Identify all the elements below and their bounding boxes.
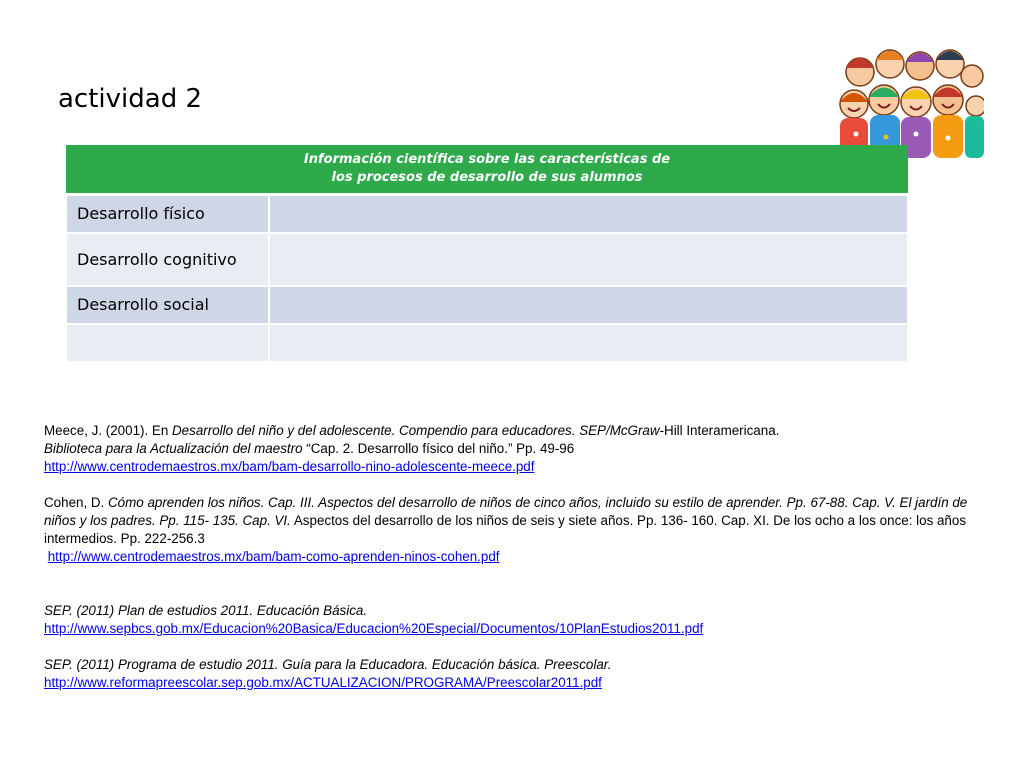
table-row	[66, 324, 908, 362]
row-label-cognitive: Desarrollo cognitivo	[66, 233, 269, 286]
ref-sep-plan-link[interactable]: http://www.sepbcs.gob.mx/Educacion%20Basica/Educacion%20Especial/Documentos/10PlanEstudios2011.pdf	[44, 621, 704, 636]
ref-meece-link[interactable]: http://www.centrodemaestros.mx/bam/bam-desarrollo-nino-adolescente-meece.pdf	[44, 459, 535, 474]
table-header-line1: Información científica sobre las características de	[303, 152, 671, 167]
ref-sep-programa-link[interactable]: http://www.reformapreescolar.sep.gob.mx/ACTUALIZACION/PROGRAMA/Preescolar2011.pdf	[44, 675, 602, 690]
ref-sep-programa-text: SEP. (2011) Programa de estudio 2011. Guía para la Educadora. Educación básica. Preescolar.	[44, 657, 612, 672]
row-label-physical: Desarrollo físico	[66, 195, 269, 233]
reference-sep-programa	[44, 656, 974, 692]
ref-cohen-author: Cohen, D.	[44, 495, 109, 510]
ref-cohen-part2: Aspectos del desarrollo de los niños de seis y siete años. Pp. 136- 160. Cap. XI. De los ocho a los once: los años intermedios. Pp. 222-256.3	[44, 513, 967, 546]
ref-cohen-part1: Cómo aprenden los niños. Cap. III. Aspectos del desarrollo de niños de cinco años, incluido su estilo de aprender. Pp. 67-88. Cap. V. El jardín de niños y los padres. Pp. 115- 135. Cap. VI.	[44, 495, 968, 528]
row-value-social	[269, 286, 908, 324]
slide-title: actividad 2	[58, 84, 203, 114]
ref-sep-plan-text: SEP. (2011) Plan de estudios 2011. Educación Básica.	[44, 603, 368, 618]
ref-meece-author: Meece, J. (2001). En	[44, 423, 173, 438]
reference-sep-plan	[44, 602, 974, 638]
references	[44, 422, 974, 692]
ref-meece-series: Biblioteca para la Actualización del maestro	[44, 441, 303, 456]
reference-cohen	[44, 494, 974, 566]
ref-cohen-link[interactable]: http://www.centrodemaestros.mx/bam/bam-como-aprenden-ninos-cohen.pdf	[47, 549, 500, 564]
row-label-empty	[66, 324, 269, 362]
table-header	[66, 145, 908, 195]
ref-meece-book: Desarrollo del niño y del adolescente. Compendio para educadores. SEP/McGraw	[172, 423, 660, 438]
ref-meece-chapter: “Cap. 2. Desarrollo físico del niño.” Pp. 49-96	[302, 441, 575, 456]
table-row	[66, 195, 908, 233]
children-illustration	[838, 42, 984, 158]
row-value-physical	[269, 195, 908, 233]
row-label-social: Desarrollo social	[66, 286, 269, 324]
table-row	[66, 286, 908, 324]
row-value-empty	[269, 324, 908, 362]
row-value-cognitive	[269, 233, 908, 286]
reference-meece	[44, 422, 974, 476]
ref-meece-publisher: -Hill Interamericana.	[659, 423, 780, 438]
development-table	[65, 145, 909, 363]
table-header-line2: los procesos de desarrollo de sus alumnos	[331, 170, 643, 185]
table-row	[66, 233, 908, 286]
